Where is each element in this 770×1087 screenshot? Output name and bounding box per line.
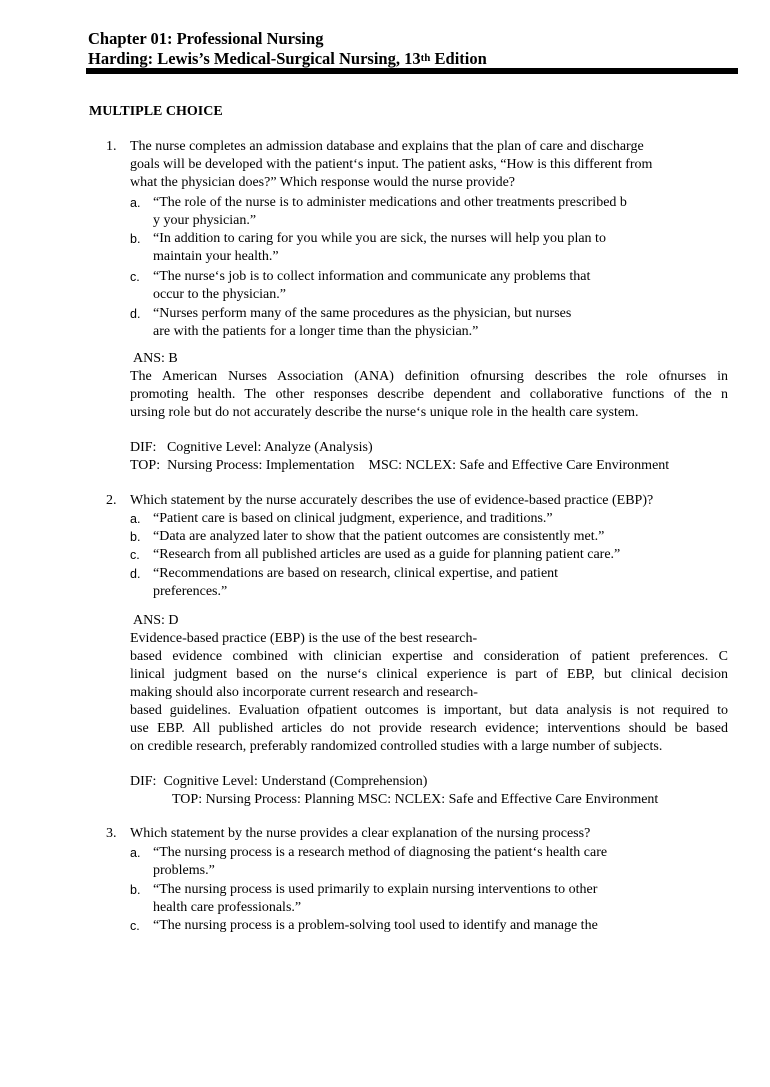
stem-line: Which statement by the nurse accurately describes the use of evidence-based practice (EBP)?: [130, 493, 654, 508]
chapter-title: Chapter 01: Professional Nursing: [88, 29, 324, 48]
stem-line: Which statement by the nurse provides a clear explanation of the nursing process?: [130, 826, 591, 841]
stem-line: what the physician does?” Which response would the nurse provide?: [130, 175, 516, 190]
option-text: “The nurse‘s job is to collect information and communicate any problems that occur to the physician.”: [153, 269, 591, 302]
option-text: “Nurses perform many of the same procedures as the physician, but nurses are with the patients for a longer time than the physician.”: [153, 306, 572, 339]
option-letter: a.: [130, 512, 141, 526]
option-text: “The nursing process is a research method of diagnosing the patient‘s health care problems.”: [153, 845, 608, 878]
book-title-text: Harding: Lewis’s Medical-Surgical Nursing, 13: [88, 49, 421, 68]
stem-line: The nurse completes an admission database and explains that the plan of care and discharge: [130, 139, 644, 154]
option-text: “Recommendations are based on research, clinical expertise, and patient preferences.”: [153, 566, 559, 599]
answer-key: ANS: B: [133, 351, 178, 366]
topic-tag: TOP: Nursing Process: Planning MSC: NCLEX: Safe and Effective Care Environment: [172, 792, 659, 807]
topic-tag: TOP: Nursing Process: Implementation MSC: NCLEX: Safe and Effective Care Environment: [130, 458, 670, 473]
difficulty-tag: DIF: Cognitive Level: Understand (Comprehension): [130, 774, 428, 789]
option-letter: c.: [130, 548, 140, 562]
option-letter: a.: [130, 196, 141, 210]
answer-key: ANS: D: [133, 613, 179, 628]
difficulty-tag: DIF: Cognitive Level: Analyze (Analysis): [130, 440, 373, 455]
option-letter: c.: [130, 919, 140, 933]
option-text: “The role of the nurse is to administer medications and other treatments prescribed b y your physician.”: [153, 195, 627, 228]
header-rule: [86, 68, 738, 74]
option-text: “Data are analyzed later to show that the patient outcomes are consistently met.”: [153, 529, 605, 544]
question-stem: [130, 138, 720, 192]
option-letter: b.: [130, 883, 141, 897]
question-number: 3.: [106, 826, 117, 841]
option-letter: d.: [130, 307, 141, 321]
option-letter: c.: [130, 270, 140, 284]
rationale: Evidence-based practice (EBP) is the use of the best research- based evidence combined with clinician expertise and consideration of patient preferences. C linical judgment based on the nurse‘s clinical experience is part of EBP, but clinical decision making should also incorporate current research and research- based guidelines. Evaluation ofpatient outcomes is important, but data analysis is not required to use EBP. All published articles do not provide research evidence; interventions should be based on credible research, preferably randomized controlled studies with a large number of subjects.: [130, 631, 728, 754]
section-title: MULTIPLE CHOICE: [89, 104, 223, 119]
book-title-suffix: Edition: [430, 49, 487, 68]
option-letter: b.: [130, 530, 141, 544]
option-letter: b.: [130, 232, 141, 246]
question-number: 1.: [106, 139, 117, 154]
edition-superscript: th: [420, 52, 431, 64]
option-letter: a.: [130, 846, 141, 860]
question-stem: [130, 492, 720, 510]
stem-line: goals will be developed with the patient‘s input. The patient asks, “How is this different from: [130, 157, 653, 172]
question-number: 2.: [106, 493, 117, 508]
option-text: “Research from all published articles are used as a guide for planning patient care.”: [153, 547, 621, 562]
book-title: [88, 50, 487, 70]
option-text: “The nursing process is a problem-solving tool used to identify and manage the: [153, 918, 598, 933]
question-stem: [130, 825, 720, 843]
option-text: “The nursing process is used primarily to explain nursing interventions to other health care professionals.”: [153, 882, 598, 915]
rationale: The American Nurses Association (ANA) definition ofnursing describes the role ofnurses in promoting health. The other responses describe dependent and collaborative functions of the n ursing role but do not accurately describe the nurse‘s unique role in the health care system.: [130, 369, 728, 420]
option-text: “Patient care is based on clinical judgment, experience, and traditions.”: [153, 511, 553, 526]
option-letter: d.: [130, 567, 141, 581]
option-text: “In addition to caring for you while you are sick, the nurses will help you plan to maintain your health.”: [153, 231, 606, 264]
